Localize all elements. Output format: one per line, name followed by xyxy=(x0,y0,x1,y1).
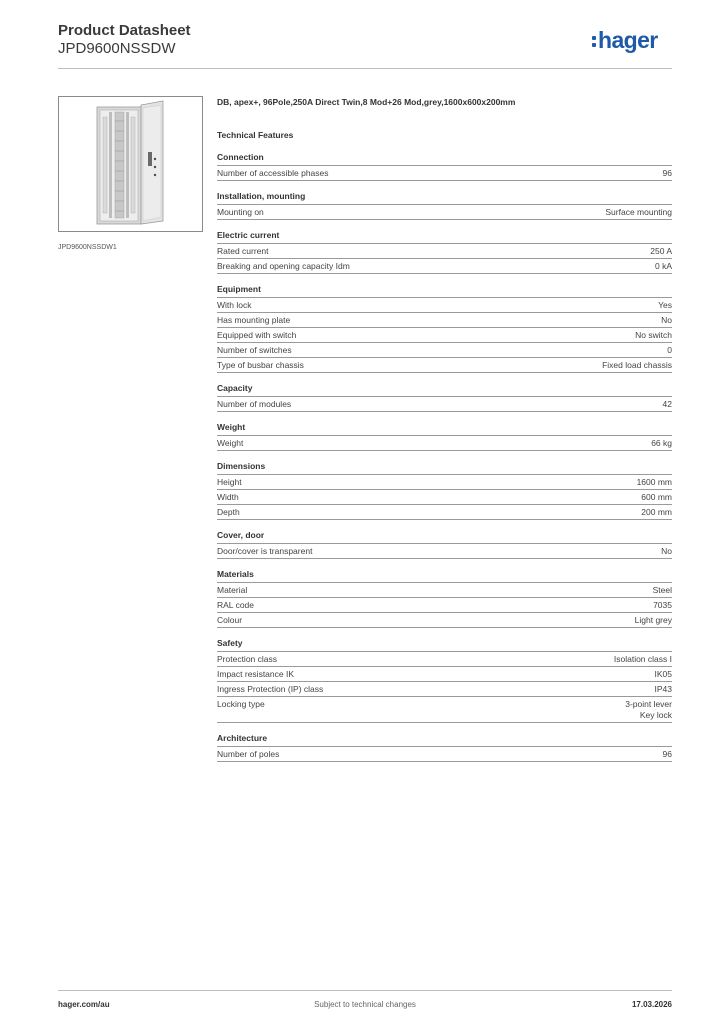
spec-label: Number of switches xyxy=(217,344,292,355)
spec-row xyxy=(217,697,672,723)
spec-row xyxy=(217,667,672,682)
spec-label: Colour xyxy=(217,614,243,625)
spec-value: 0 xyxy=(667,344,672,355)
spec-row xyxy=(217,259,672,274)
spec-label: Locking type xyxy=(217,698,265,709)
spec-label: With lock xyxy=(217,299,252,310)
page-header xyxy=(58,22,191,58)
section-title: Materials xyxy=(217,569,672,583)
spec-label: Depth xyxy=(217,506,240,517)
spec-value: 600 mm xyxy=(641,491,672,502)
footer-website: hager.com/au xyxy=(58,1000,110,1009)
section-title: Architecture xyxy=(217,733,672,747)
spec-label: Mounting on xyxy=(217,206,264,217)
spec-value: 0 kA xyxy=(654,260,672,271)
spec-row xyxy=(217,205,672,220)
spec-value: 200 mm xyxy=(641,506,672,517)
logo-text: hager xyxy=(598,27,658,53)
spec-section xyxy=(217,383,672,412)
spec-section xyxy=(217,152,672,181)
spec-value: 1600 mm xyxy=(636,476,672,487)
image-caption: JPD9600NSSDW1 xyxy=(58,244,117,251)
section-title: Safety xyxy=(217,638,672,652)
footer-note: Subject to technical changes xyxy=(314,1000,416,1009)
spec-row xyxy=(217,505,672,520)
spec-section xyxy=(217,191,672,220)
logo-dots-icon xyxy=(592,33,596,49)
spec-value: IP43 xyxy=(654,683,672,694)
product-image xyxy=(58,96,203,232)
spec-row xyxy=(217,328,672,343)
spec-value: Light grey xyxy=(634,614,672,625)
spec-label: Weight xyxy=(217,437,244,448)
spec-row xyxy=(217,583,672,598)
page-footer xyxy=(58,990,672,1015)
spec-section xyxy=(217,530,672,559)
spec-label: Number of modules xyxy=(217,398,292,409)
spec-value: 3-point lever Key lock xyxy=(625,698,672,720)
spec-sections xyxy=(217,152,672,762)
section-title: Electric current xyxy=(217,230,672,244)
datasheet-content xyxy=(217,96,672,772)
spec-row xyxy=(217,358,672,373)
spec-row xyxy=(217,343,672,358)
hager-logo xyxy=(592,26,658,54)
spec-row xyxy=(217,313,672,328)
spec-row xyxy=(217,475,672,490)
spec-value: 42 xyxy=(662,398,672,409)
spec-row xyxy=(217,544,672,559)
spec-value: 96 xyxy=(662,748,672,759)
document-title: Product Datasheet xyxy=(58,22,191,39)
spec-label: Material xyxy=(217,584,248,595)
spec-label: Breaking and opening capacity Idm xyxy=(217,260,350,271)
spec-value: No xyxy=(661,545,672,556)
spec-value: 7035 xyxy=(653,599,672,610)
spec-label: Door/cover is transparent xyxy=(217,545,313,556)
spec-label: Number of accessible phases xyxy=(217,167,329,178)
product-sku: JPD9600NSSDW xyxy=(58,40,176,57)
spec-row xyxy=(217,598,672,613)
product-description: DB, apex+, 96Pole,250A Direct Twin,8 Mod+26 Mod,grey,1600x600x200mm xyxy=(217,97,516,107)
section-title: Connection xyxy=(217,152,672,166)
spec-row xyxy=(217,244,672,259)
header-divider xyxy=(58,68,672,69)
section-title: Installation, mounting xyxy=(217,191,672,205)
spec-value: 250 A xyxy=(650,245,672,256)
spec-value: 66 kg xyxy=(651,437,672,448)
spec-value: No switch xyxy=(635,329,672,340)
spec-label: Impact resistance IK xyxy=(217,668,295,679)
spec-row xyxy=(217,166,672,181)
spec-row xyxy=(217,436,672,451)
spec-label: Width xyxy=(217,491,239,502)
spec-row xyxy=(217,490,672,505)
spec-section xyxy=(217,733,672,762)
spec-label: Rated current xyxy=(217,245,269,256)
section-title: Dimensions xyxy=(217,461,672,475)
spec-row xyxy=(217,652,672,667)
spec-label: Equipped with switch xyxy=(217,329,297,340)
spec-label: Protection class xyxy=(217,653,277,664)
spec-label: Type of busbar chassis xyxy=(217,359,304,370)
spec-row xyxy=(217,613,672,628)
spec-row xyxy=(217,298,672,313)
spec-value: Fixed load chassis xyxy=(602,359,672,370)
spec-label: Has mounting plate xyxy=(217,314,291,325)
distribution-board-icon xyxy=(59,97,202,231)
section-title: Equipment xyxy=(217,284,672,298)
spec-section xyxy=(217,284,672,373)
section-title: Weight xyxy=(217,422,672,436)
spec-label: Ingress Protection (IP) class xyxy=(217,683,324,694)
spec-row xyxy=(217,747,672,762)
section-title: Capacity xyxy=(217,383,672,397)
footer-date: 17.03.2026 xyxy=(631,1000,672,1009)
spec-value: Steel xyxy=(652,584,672,595)
spec-section xyxy=(217,569,672,628)
spec-section xyxy=(217,422,672,451)
technical-features-heading: Technical Features xyxy=(217,130,294,140)
spec-value: Isolation class I xyxy=(613,653,672,664)
spec-value: IK05 xyxy=(654,668,672,679)
spec-value: 96 xyxy=(662,167,672,178)
spec-value: No xyxy=(661,314,672,325)
spec-section xyxy=(217,461,672,520)
section-title: Cover, door xyxy=(217,530,672,544)
spec-value: Yes xyxy=(658,299,672,310)
spec-row xyxy=(217,397,672,412)
spec-label: Number of poles xyxy=(217,748,280,759)
spec-section xyxy=(217,230,672,274)
spec-row xyxy=(217,682,672,697)
spec-value: Surface mounting xyxy=(605,206,672,217)
spec-label: RAL code xyxy=(217,599,255,610)
spec-section xyxy=(217,638,672,723)
spec-label: Height xyxy=(217,476,242,487)
